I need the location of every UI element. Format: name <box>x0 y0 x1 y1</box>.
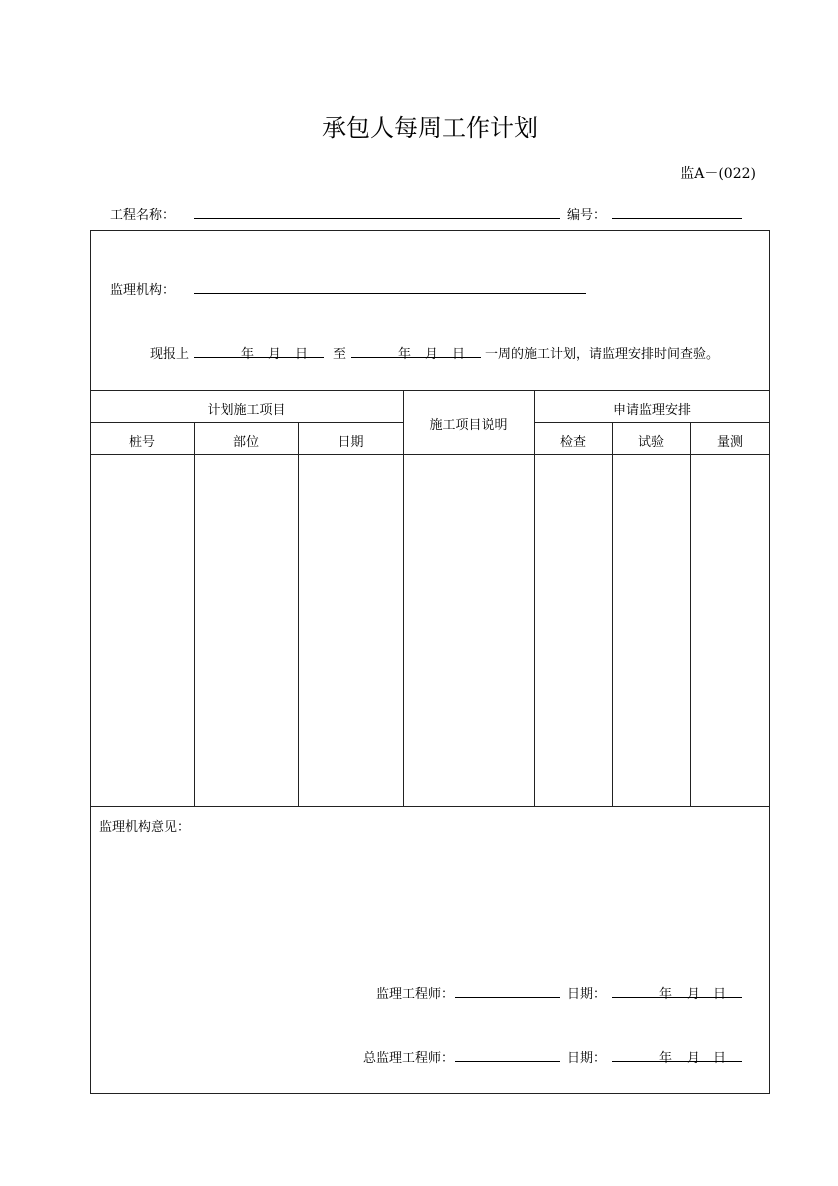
engineer-signature-field[interactable] <box>455 997 560 998</box>
chief-engineer-label: 总监理工程师： <box>363 1051 455 1066</box>
header-test: 试验 <box>637 435 664 450</box>
header-measure: 量测 <box>716 435 743 450</box>
to-label: 至 <box>333 347 347 362</box>
opinion-label: 监理机构意见： <box>99 820 191 835</box>
date-label: 日期： <box>567 987 607 1002</box>
date-label: 日期： <box>567 1051 607 1066</box>
form-code: 监A－(022) <box>680 166 756 182</box>
table-line <box>90 454 770 455</box>
header-station: 桩号 <box>128 435 155 450</box>
year-label: 年 <box>659 1051 673 1066</box>
year-label: 年 <box>398 347 412 362</box>
project-name-field[interactable] <box>194 218 560 219</box>
header-date: 日期 <box>337 435 364 450</box>
header-request-group: 申请监理安排 <box>612 403 691 418</box>
month-label: 月 <box>687 1051 701 1066</box>
header-plan-group: 计划施工项目 <box>207 403 286 418</box>
table-line <box>612 422 613 806</box>
table-line <box>194 422 195 806</box>
chief-signature-field[interactable] <box>455 1061 560 1062</box>
table-line <box>90 390 770 391</box>
border <box>90 230 91 1094</box>
header-inspection: 检查 <box>559 435 586 450</box>
header-description: 施工项目说明 <box>429 418 508 433</box>
table-line <box>403 390 404 806</box>
number-field[interactable] <box>612 218 742 219</box>
month-label: 月 <box>268 347 282 362</box>
number-label: 编号： <box>567 208 607 223</box>
table-line <box>534 422 770 423</box>
table-line <box>298 422 299 806</box>
border <box>90 1093 770 1094</box>
year-label: 年 <box>241 347 255 362</box>
border <box>769 230 770 1094</box>
day-label: 日 <box>713 987 727 1002</box>
day-label: 日 <box>713 1051 727 1066</box>
header-location: 部位 <box>232 435 259 450</box>
table-line <box>90 422 403 423</box>
report-suffix: 一周的施工计划，请监理安排时间查验。 <box>485 347 720 362</box>
table-line <box>690 422 691 806</box>
project-name-label: 工程名称： <box>110 208 176 223</box>
border <box>90 230 770 231</box>
supervisor-org-label: 监理机构： <box>110 283 176 298</box>
report-prefix: 现报上 <box>150 347 190 362</box>
day-label: 日 <box>452 347 466 362</box>
day-label: 日 <box>295 347 309 362</box>
supervisor-org-field[interactable] <box>194 293 586 294</box>
year-label: 年 <box>659 987 673 1002</box>
month-label: 月 <box>687 987 701 1002</box>
table-line <box>90 806 770 807</box>
engineer-label: 监理工程师： <box>376 987 455 1002</box>
page-title: 承包人每周工作计划 <box>322 114 538 142</box>
table-line <box>534 390 535 806</box>
month-label: 月 <box>425 347 439 362</box>
